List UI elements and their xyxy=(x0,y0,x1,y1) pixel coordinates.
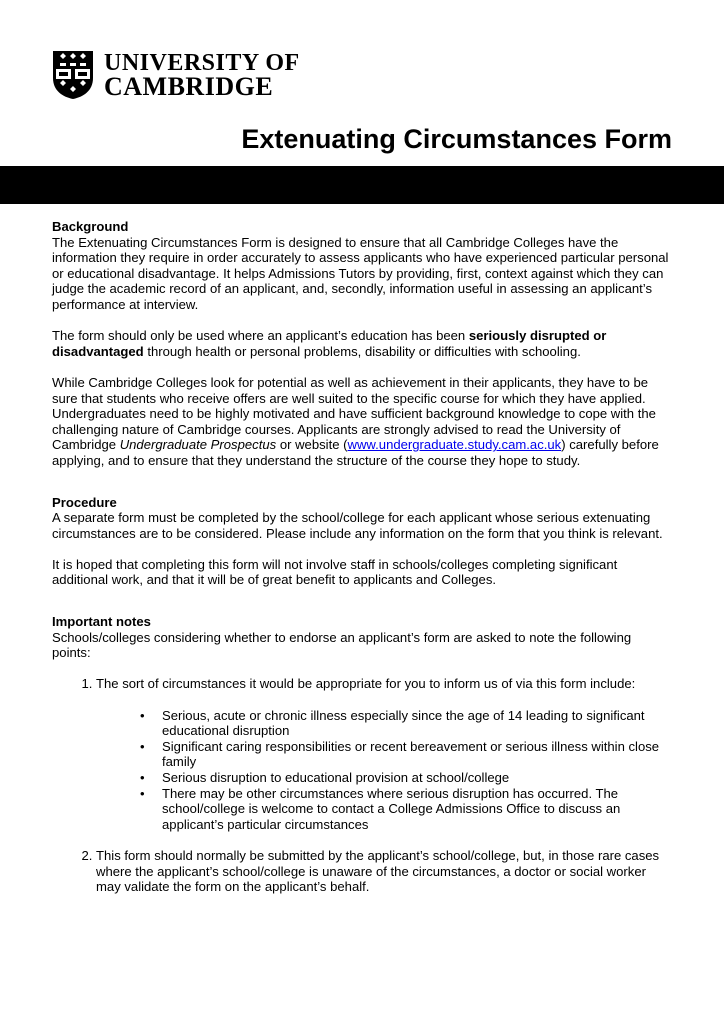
background-paragraph-2: The form should only be used where an applicant’s education has been seriously disrupted or disadvantaged through health or personal problems, disability or difficulties with schooling. xyxy=(52,328,607,359)
procedure-paragraph-2: It is hoped that completing this form will not involve staff in schools/colleges completing significant additional work, and that it will be of great benefit to applicants and Colleges. xyxy=(52,556,618,588)
page-title: Extenuating Circumstances Form xyxy=(241,124,672,154)
background-paragraph-1: The Extenuating Circumstances Form is designed to ensure that all Cambridge Colleges have the information they require in order accurately to assess applicants who have experienced particular personal or educational disadvantage. It helps Admissions Tutors by providing, first, context against which they can judge the academic record of an applicant, and, secondly, information useful in assessing an applicant’s performance at interview. xyxy=(52,234,669,312)
list-item: • There may be other circumstances where serious disruption has occurred. The school/college is welcome to contact a College Admissions Office to discuss an applicant’s particular circumstances xyxy=(140,786,672,833)
website-link[interactable]: www.undergraduate.study.cam.ac.uk xyxy=(347,437,562,453)
notes-intro: Schools/colleges considering whether to endorse an applicant’s form are asked to note the following points: xyxy=(52,629,632,661)
notes-list xyxy=(52,676,672,894)
list-item: • Serious, acute or chronic illness especially since the age of 14 leading to significant educational disruption xyxy=(140,708,672,739)
background-paragraph-3: While Cambridge Colleges look for potential as well as achievement in their applicants, they have to be sure that students who receive offers are well suited to the specific course for which they have applied. Undergraduates need to be highly motivated and have sufficient background knowledge to cope with the challenging nature of Cambridge courses. Applicants are strongly advised to read the University of Cambridge Undergraduate Prospectus or website (www.undergraduate.study.cam.ac.uk) carefully before applying, and to ensure that they understand the structure of the course they hope to study. xyxy=(52,374,659,468)
logo-line-1: UNIVERSITY OF xyxy=(104,50,300,76)
notes-heading: Important notes xyxy=(52,614,151,630)
background-heading: Background xyxy=(52,219,129,234)
notes-item-2: 2. This form should normally be submitted by the applicant’s school/college, but, in those rare cases where the applicant’s school/college is unaware of the circumstances, a doctor or social worker may validate the form on the applicant’s behalf. xyxy=(96,848,672,895)
procedure-heading: Procedure xyxy=(52,494,117,510)
university-crest-icon xyxy=(52,50,94,100)
prospectus-title: Undergraduate Prospectus xyxy=(119,437,277,453)
header-band xyxy=(0,166,724,204)
university-logo xyxy=(52,50,300,100)
circumstances-list xyxy=(96,708,672,833)
procedure-paragraph-1: A separate form must be completed by the school/college for each applicant whose serious extenuating circumstances are to be considered. Please include any information on the form that you think is relevant. xyxy=(52,510,663,541)
document-body xyxy=(52,219,672,895)
logo-line-2: CAMBRIDGE xyxy=(104,72,274,101)
emphasis-text: seriously disrupted or disadvantaged xyxy=(52,328,607,359)
notes-item-1: 1. The sort of circumstances it would be appropriate for you to inform us of via this form include: • Serious, acute or chronic illness especially since the age of 14 leading to significant educational disruption • Significant caring responsibilities or recent bereavement or serious illness within close family • Serious disruption to educational provision at school/college • There may be other circumstances where serious disruption has occurred. The school/college is welcome to contact a College Admissions Office to discuss an applicant’s particular circumstances xyxy=(96,676,672,848)
list-item: • Serious disruption to educational provision at school/college xyxy=(140,770,672,786)
list-item: • Significant caring responsibilities or recent bereavement or serious illness within close family xyxy=(140,739,672,770)
